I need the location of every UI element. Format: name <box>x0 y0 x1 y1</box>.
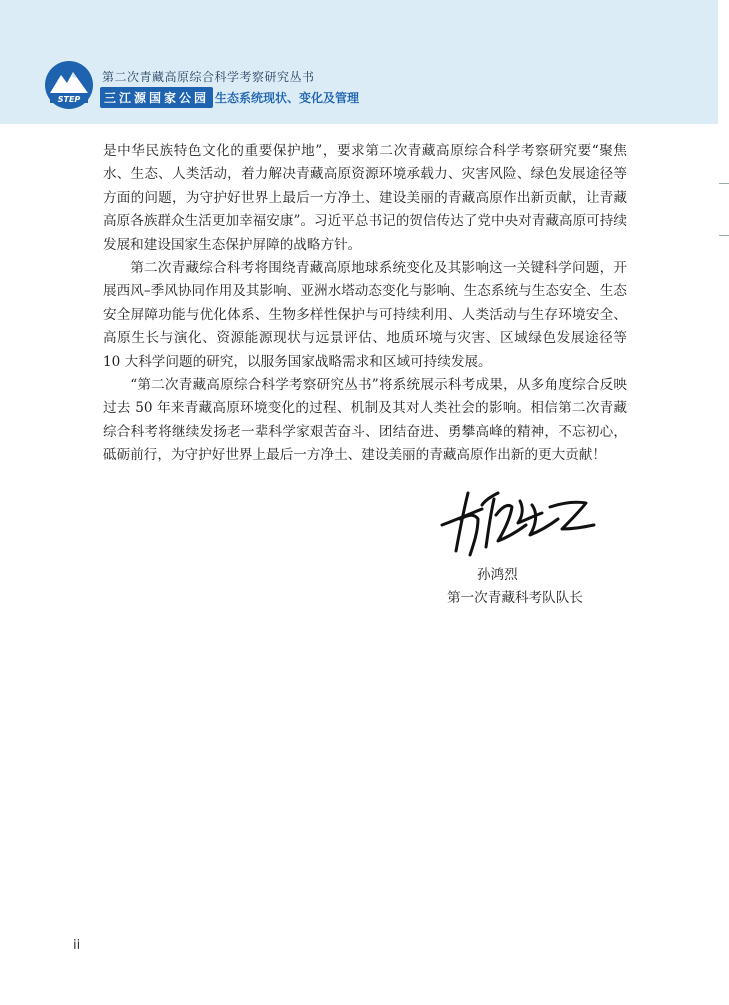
book-title-main: 三江源国家公园 <box>100 87 213 108</box>
page-edge <box>718 0 729 1005</box>
edge-tick-mark <box>719 183 729 184</box>
signer-name: 孙鸿烈 <box>477 567 518 583</box>
edge-tick-mark <box>719 235 729 236</box>
book-title-sub: 生态系统现状、变化及管理 <box>215 91 360 105</box>
book-title <box>100 87 359 108</box>
paragraph: 第二次青藏综合科考将围绕青藏高原地球系统变化及其影响这一关键科学问题，开展西风–季风协同作用及其影响、亚洲水塔动态变化与影响、生态系统与生态安全、生态安全屏障功能与优化体系、生物多样性保护与可持续利用、人类活动与生存环境安全、高原生长与演化、资源能源现状与远景评估、地质环境与灾害、区域绿色发展途径等 10 大科学问题的研究，以服务国家战略需求和区域可持续发展。 <box>103 260 627 370</box>
page-number: ii <box>73 938 81 953</box>
signer-role: 第一次青藏科考队队长 <box>447 590 583 606</box>
body-text <box>103 140 627 468</box>
handwritten-signature <box>438 485 598 557</box>
logo-text: STEP <box>57 95 81 104</box>
paragraph: 是中华民族特色文化的重要保护地”，要求第二次青藏高原综合科学考察研究要“聚焦水、生态、人类活动，着力解决青藏高原资源环境承载力、灾害风险、绿色发展途径等方面的问题，为守护好世界上最后一方净土、建设美丽的青藏高原作出新贡献，让青藏高原各族群众生活更加幸福安康”。习近平总书记的贺信传达了党中央对青藏高原可持续发展和建设国家生态保护屏障的战略方针。 <box>103 143 627 253</box>
mountain-logo-icon <box>44 60 94 110</box>
paragraph: “第二次青藏高原综合科学考察研究丛书”将系统展示科考成果，从多角度综合反映过去 50 年来青藏高原环境变化的过程、机制及其对人类社会的影响。相信第二次青藏综合科考将继续发扬老一辈科学家艰苦奋斗、团结奋进、勇攀高峰的精神，不忘初心，砥砺前行，为守护好世界上最后一方净土、建设美丽的青藏高原作出新的更大贡献！ <box>103 377 627 464</box>
series-title: 第二次青藏高原综合科学考察研究丛书 <box>102 70 315 84</box>
